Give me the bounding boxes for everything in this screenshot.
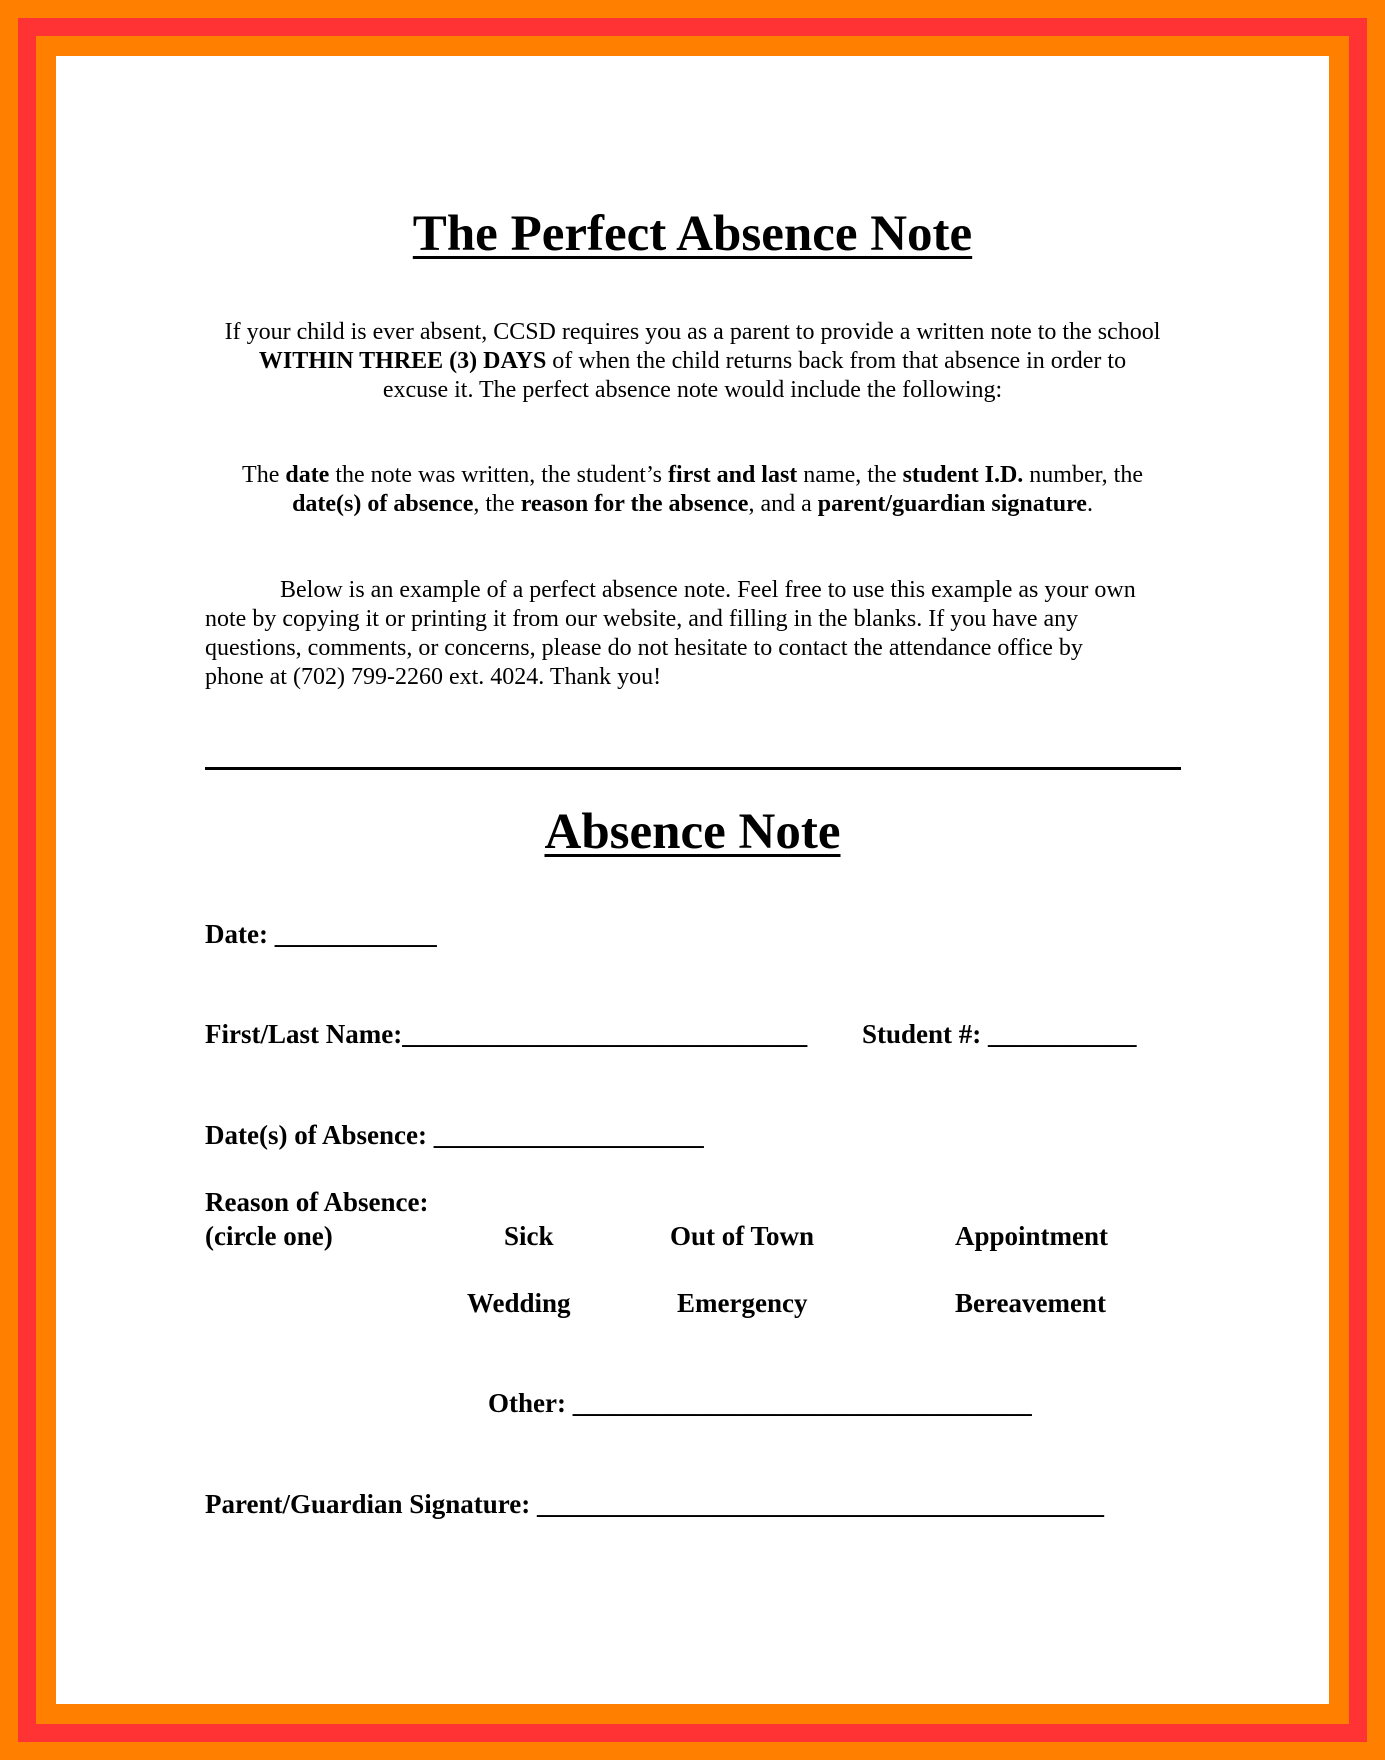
option-appointment[interactable]: Appointment	[955, 1221, 1109, 1251]
req-bold-reason: reason for the absence	[520, 491, 749, 517]
paper-sheet	[56, 56, 1329, 1704]
req-text-7: .	[1086, 491, 1093, 517]
example-line-4: phone at (702) 799-2260 ext. 4024. Thank you!	[205, 664, 662, 690]
option-out-of-town[interactable]: Out of Town	[670, 1221, 815, 1251]
date-field[interactable]: Date: ____________	[205, 919, 437, 949]
req-text-1: The	[242, 462, 286, 488]
reason-label: Reason of Absence:	[205, 1187, 429, 1217]
req-bold-name: first and last	[667, 462, 798, 488]
req-text-3: name, the	[797, 462, 903, 488]
section-divider	[205, 767, 1181, 770]
option-wedding[interactable]: Wedding	[467, 1288, 571, 1318]
req-bold-signature: parent/guardian signature	[817, 491, 1087, 517]
req-bold-id: student I.D.	[902, 462, 1024, 488]
example-line-1: Below is an example of a perfect absence note. Feel free to use this example as your own	[280, 577, 1136, 603]
document-title: The Perfect Absence Note	[412, 206, 973, 262]
example-paragraph	[205, 576, 1185, 692]
intro-line-2	[0, 347, 1385, 376]
req-text-2: the note was written, the student’s	[329, 462, 668, 488]
intro-line-2-text: of when the child returns back from that absence in order to	[546, 348, 1127, 374]
example-line-3: questions, comments, or concerns, please do not hesitate to contact the attendance office by	[205, 635, 1083, 661]
req-text-5: , the	[473, 491, 521, 517]
req-bold-date: date	[285, 462, 330, 488]
student-number-field[interactable]: Student #: ___________	[862, 1019, 1137, 1049]
absence-dates-field[interactable]: Date(s) of Absence: ____________________	[205, 1120, 704, 1150]
other-field[interactable]: Other: __________________________________	[488, 1388, 1032, 1418]
name-field[interactable]: First/Last Name:______________________________	[205, 1019, 808, 1049]
requirements-line-2	[0, 490, 1385, 519]
requirements-paragraph	[0, 461, 1385, 519]
intro-line-1: If your child is ever absent, CCSD requires you as a parent to provide a written note to the school	[224, 319, 1161, 345]
req-text-4: number, the	[1023, 462, 1143, 488]
requirements-line-1	[0, 461, 1385, 490]
intro-line-3: excuse it. The perfect absence note would include the following:	[382, 377, 1003, 403]
option-emergency[interactable]: Emergency	[677, 1288, 808, 1318]
option-sick[interactable]: Sick	[504, 1221, 554, 1251]
circle-one-label: (circle one)	[205, 1221, 333, 1251]
req-text-6: , and a	[748, 491, 818, 517]
form-heading: Absence Note	[544, 804, 841, 860]
intro-deadline: WITHIN THREE (3) DAYS	[258, 348, 547, 374]
option-bereavement[interactable]: Bereavement	[955, 1288, 1106, 1318]
signature-field[interactable]: Parent/Guardian Signature: __________________________________________	[205, 1489, 1105, 1519]
example-line-2: note by copying it or printing it from our website, and filling in the blanks. If you have any	[205, 606, 1079, 632]
req-bold-dates: date(s) of absence	[292, 491, 474, 517]
intro-paragraph	[0, 318, 1385, 405]
